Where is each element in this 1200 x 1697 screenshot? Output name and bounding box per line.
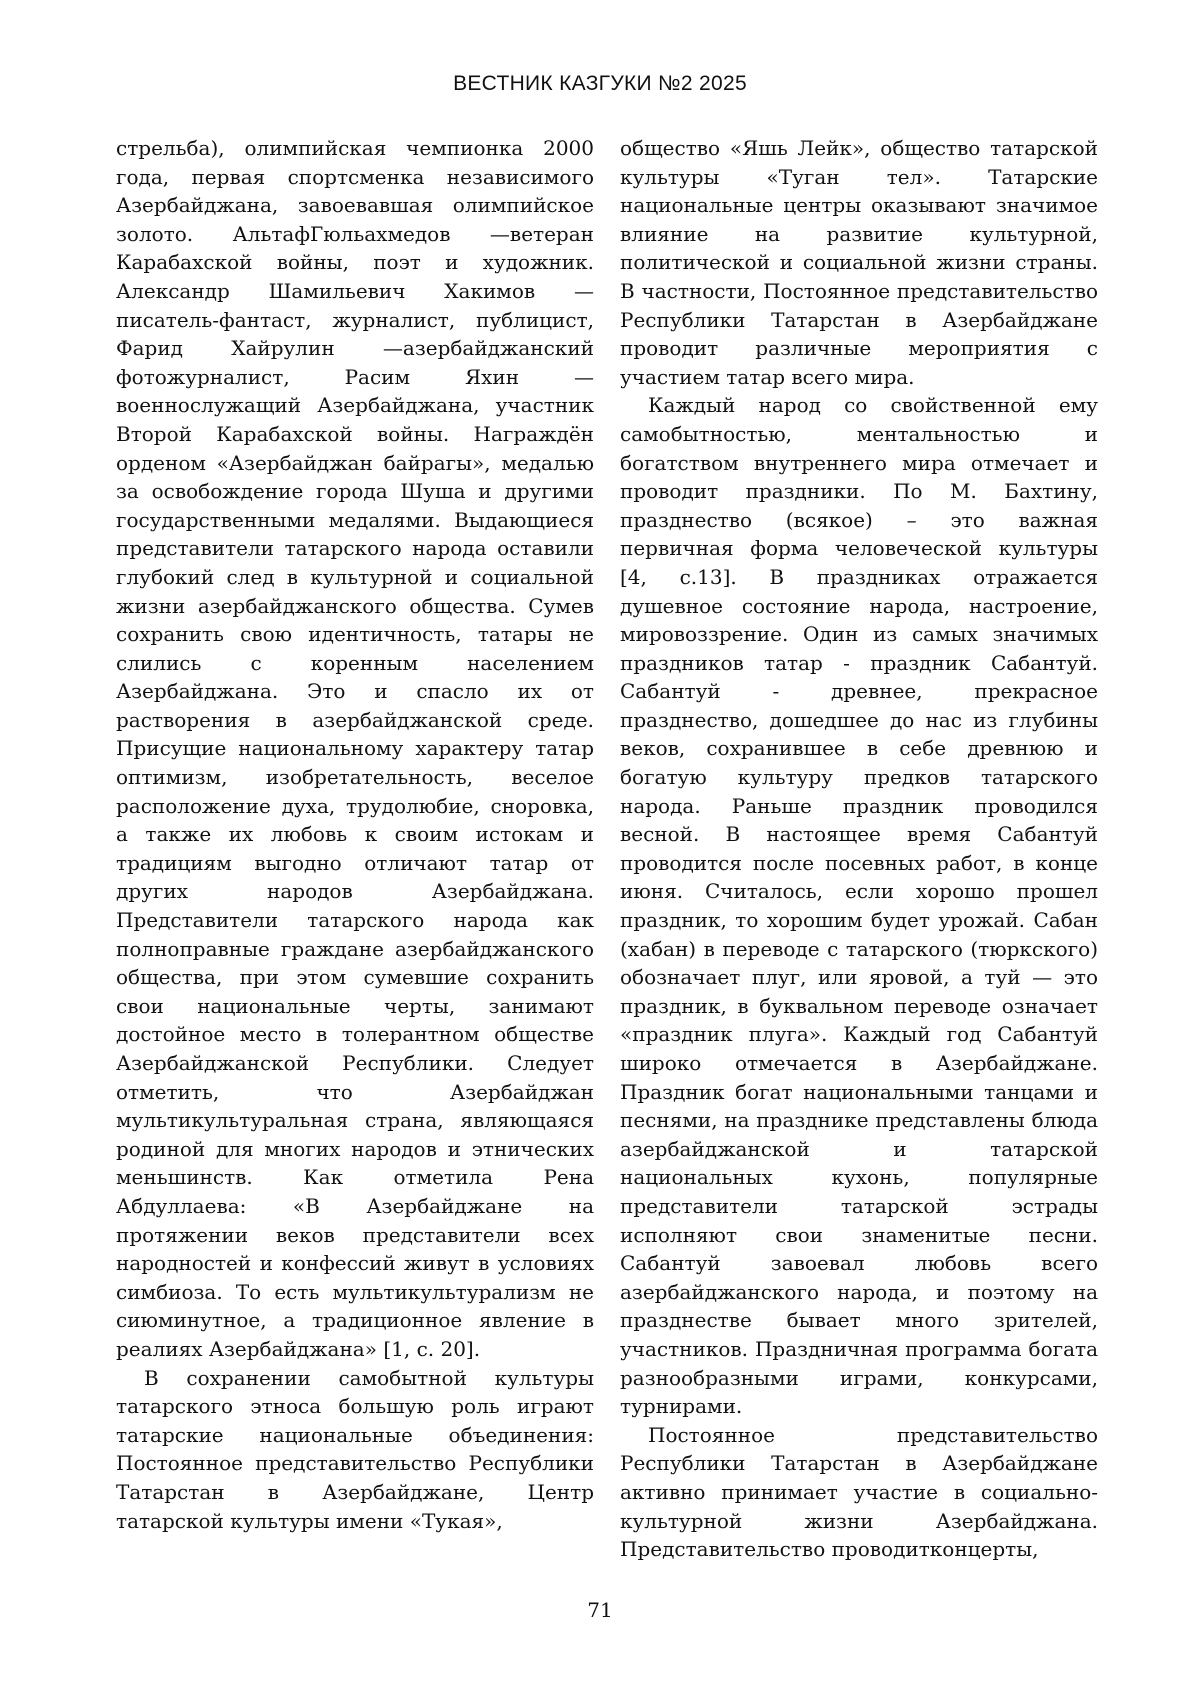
right-column — [620, 134, 1098, 1564]
paragraph: общество «Яшь Лейк», общество татарской культуры «Туган тел». Татарские национальные центры оказывают значимое влияние на развитие культурной, политической и социальной жизни страны. В частности, Постоянное представительство Республики Татарстан в Азербайджане проводит различные мероприятия с участием татар всего мира. — [620, 136, 1098, 389]
page-number: 71 — [587, 1598, 613, 1622]
paragraph: Постоянное представительство Республики Татарстан в Азербайджане активно принимает участие в социально-культурной жизни Азербайджана. Представительство проводитконцерты, — [620, 1422, 1098, 1562]
paragraph: стрельба), олимпийская чемпионка 2000 года, первая спортсменка независимого Азербайджана, завоевавшая олимпийское золото. АльтафГюльахмедов —ветеран Карабахской войны, поэт и художник. Александр Шамильевич Хакимов — писатель-фантаст, журналист, публицист, Фарид Хайрулин —азербайджанский фотожурналист, Расим Яхин — военнослужащий Азербайджана, участник Второй Карабахской войны. Награждён орденом «Азербайджан байрагы», медалью за освобождение города Шуша и другими государственными медалями. Выдающиеся представители татарского народа оставили глубокий след в культурной и социальной жизни азербайджанского общества. Сумев сохранить свою идентичность, татары не слились с коренным населением Азербайджана. Это и спасло их от растворения в азербайджанской среде. Присущие национальному характеру татар оптимизм, изобретательность, веселое расположение духа, трудолюбие, сноровка, а также их любовь к своим истокам и традициям выгодно отличают татар от других народов Азербайджана. Представители татарского народа как полноправные граждане азербайджанского общества, при этом сумевшие сохранить свои национальные черты, занимают достойное место в толерантном обществе Азербайджанской Республики. Следует отметить, что Азербайджан мультикультуральная страна, являющаяся родиной для многих народов и этнических меньшинств. Как отметила Рена Абдуллаева: «В Азербайджане на протяжении веков представители всех народностей и конфессий живут в условиях симбиоза. То есть мультикультурализм не сиюминутное, а традиционное явление в реалиях Азербайджана» [1, с. 20]. — [116, 136, 594, 1361]
paragraph: Каждый народ со свойственной ему самобытностью, ментальностью и богатством внутреннего мира отмечает и проводит праздники. По М. Бахтину, празднество (всякое) – это важная первичная форма человеческой культуры [4, с.13]. В праздниках отражается душевное состояние народа, настроение, мировоззрение. Один из самых значимых праздников татар - праздник Сабантуй. Сабантуй - древнее, прекрасное празднество, дошедшее до нас из глубины веков, сохранившее в себе древнюю и богатую культуру предков татарского народа. Раньше праздник проводился весной. В настоящее время Сабантуй проводится после посевных работ, в конце июня. Считалось, если хорошо прошел праздник, то хорошим будет урожай. Сабан (хабан) в переводе с татарского (тюркского) обозначает плуг, или яровой, а туй — это праздник, в буквальном переводе означает «праздник плуга». Каждый год Сабантуй широко отмечается в Азербайджане. Праздник богат национальными танцами и песнями, на празднике представлены блюда азербайджанской и татарской национальных кухонь, популярные представители татарской эстрады исполняют свои знаменитые песни. Сабантуй завоевал любовь всего азербайджанского народа, и поэтому на празднестве бывает много зрителей, участников. Праздничная программа богата разнообразными играми, конкурсами, турнирами. — [620, 393, 1098, 1419]
left-column — [116, 134, 594, 1535]
journal-header: ВЕСТНИК КАЗГУКИ №2 2025 — [453, 72, 747, 95]
paragraph: В сохранении самобытной культуры татарского этноса большую роль играют татарские национальные объединения: Постоянное представительство Республики Татарстан в Азербайджане, Центр татарской культуры имени «Тукая», — [116, 1365, 594, 1533]
